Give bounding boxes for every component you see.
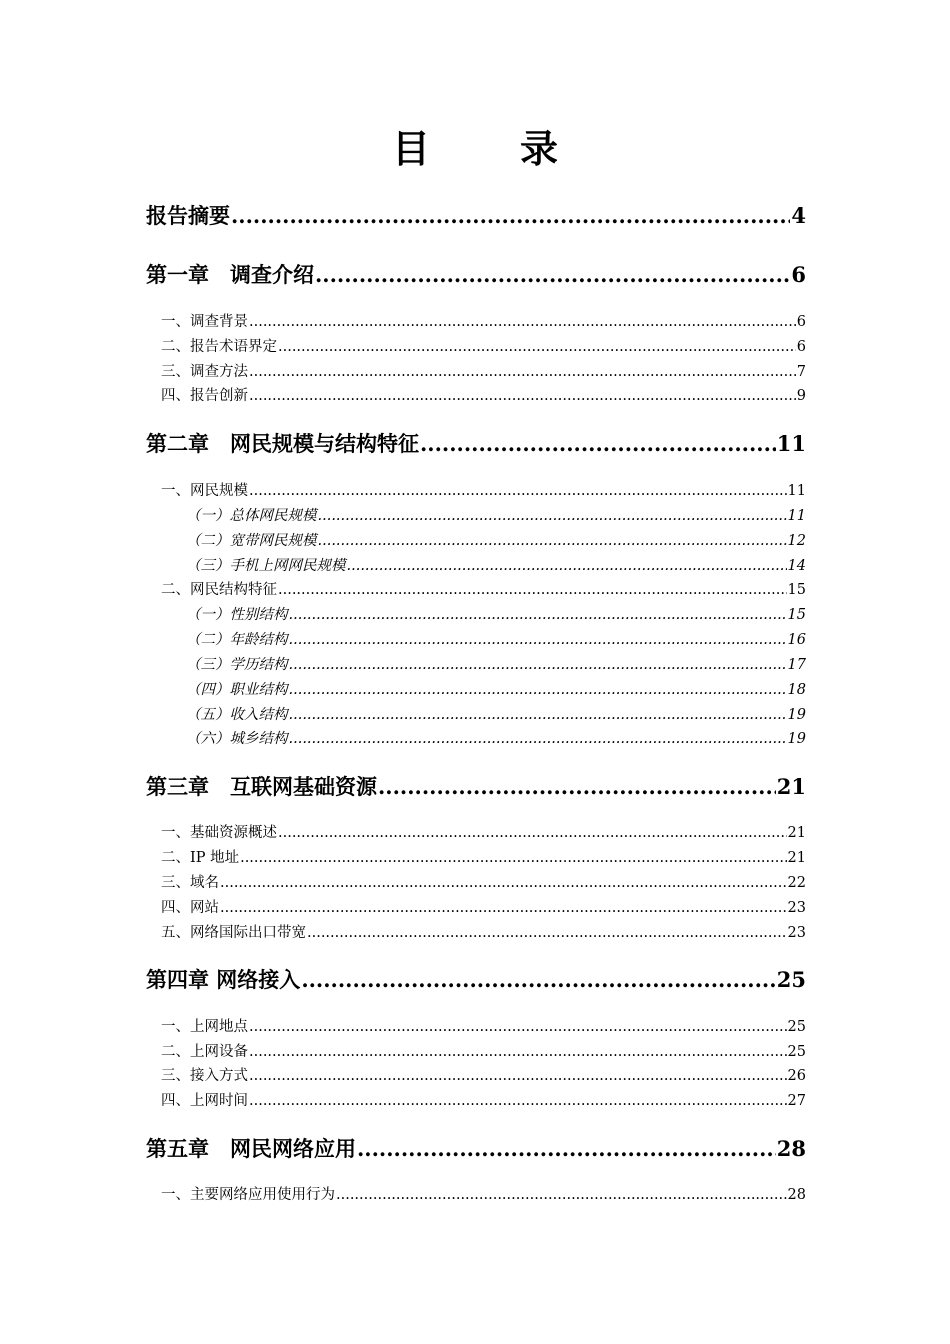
toc-entry-label: （三）学历结构 xyxy=(186,657,288,673)
toc-chapter-entry[interactable] xyxy=(146,200,806,230)
toc-section-entry[interactable] xyxy=(146,1089,806,1110)
toc-leader-dots xyxy=(249,1019,787,1035)
toc-page-number: 11 xyxy=(776,431,806,456)
toc-leader-dots xyxy=(307,925,787,941)
toc-leader-dots xyxy=(347,558,787,574)
toc-section-entry[interactable] xyxy=(146,1015,806,1036)
toc-leader-dots xyxy=(336,1187,787,1203)
toc-leader-dots xyxy=(318,508,787,524)
toc-leader-dots xyxy=(278,825,787,841)
toc-entry-label: 三、接入方式 xyxy=(161,1068,248,1084)
toc-subsection-entry[interactable] xyxy=(146,678,806,699)
toc-entry-label: 四、报告创新 xyxy=(161,388,248,404)
toc-leader-dots xyxy=(289,731,787,747)
toc-leader-dots xyxy=(289,632,787,648)
toc-page-number: 6 xyxy=(796,314,806,330)
toc-entry-label: 一、主要网络应用使用行为 xyxy=(161,1187,335,1203)
toc-leader-dots xyxy=(249,314,796,330)
toc-page-number: 19 xyxy=(787,707,806,723)
toc-entry-label: 四、上网时间 xyxy=(161,1093,248,1109)
toc-leader-dots xyxy=(357,1136,776,1161)
toc-leader-dots xyxy=(220,875,787,891)
toc-page-number: 7 xyxy=(796,364,806,380)
toc-page-number: 25 xyxy=(787,1019,806,1035)
toc-page-number: 17 xyxy=(787,657,806,673)
toc-entry-label: 二、上网设备 xyxy=(161,1044,248,1060)
toc-page-number: 11 xyxy=(787,483,806,499)
toc-section-entry[interactable] xyxy=(146,871,806,892)
toc-section-entry[interactable] xyxy=(146,1183,806,1204)
toc-leader-dots xyxy=(289,607,787,623)
toc-entry-label: （一）性别结构 xyxy=(186,607,288,623)
toc-leader-dots xyxy=(301,967,775,992)
toc-section-entry[interactable] xyxy=(146,384,806,405)
toc-entry-label: 第五章 网民网络应用 xyxy=(146,1136,356,1161)
toc-entry-label: 第三章 互联网基础资源 xyxy=(146,774,377,799)
toc-entry-label: （六）城乡结构 xyxy=(186,731,288,747)
toc-entry-label: 二、报告术语界定 xyxy=(161,339,277,355)
toc-page-number: 21 xyxy=(787,825,806,841)
toc-entry-label: 一、网民规模 xyxy=(161,483,248,499)
toc-subsection-entry[interactable] xyxy=(146,628,806,649)
toc-leader-dots xyxy=(220,900,787,916)
toc-page-number: 15 xyxy=(787,582,806,598)
toc-entry-label: （一）总体网民规模 xyxy=(186,508,317,524)
toc-subsection-entry[interactable] xyxy=(146,703,806,724)
toc-section-entry[interactable] xyxy=(146,821,806,842)
toc-entry-label: 四、网站 xyxy=(161,900,219,916)
toc-page-number: 19 xyxy=(787,731,806,747)
toc-subsection-entry[interactable] xyxy=(146,504,806,525)
toc-leader-dots xyxy=(289,682,787,698)
toc-page-number: 16 xyxy=(787,632,806,648)
toc-entry-label: 三、域名 xyxy=(161,875,219,891)
toc-entry-label: 第二章 网民规模与结构特征 xyxy=(146,431,419,456)
toc-page-number: 11 xyxy=(787,508,806,524)
toc-page-number: 15 xyxy=(787,607,806,623)
toc-page-number: 6 xyxy=(791,262,806,287)
toc-leader-dots xyxy=(231,203,790,228)
toc-page-number: 21 xyxy=(787,850,806,866)
toc-entry-label: 一、基础资源概述 xyxy=(161,825,277,841)
toc-page-number: 6 xyxy=(796,339,806,355)
toc-section-entry[interactable] xyxy=(146,360,806,381)
toc-leader-dots xyxy=(378,774,776,799)
toc-page-number: 28 xyxy=(787,1187,806,1203)
toc-page-number: 28 xyxy=(776,1136,806,1161)
toc-leader-dots xyxy=(249,1093,787,1109)
toc-entry-label: 第一章 调查介绍 xyxy=(146,262,314,287)
toc-entry-label: （二）年龄结构 xyxy=(186,632,288,648)
toc-subsection-entry[interactable] xyxy=(146,554,806,575)
toc-entry-label: 二、IP 地址 xyxy=(161,850,240,866)
toc-page-number: 4 xyxy=(791,203,806,228)
toc-page-number: 21 xyxy=(776,774,806,799)
toc-section-entry[interactable] xyxy=(146,896,806,917)
toc-leader-dots xyxy=(289,657,787,673)
toc-entry-label: 二、网民结构特征 xyxy=(161,582,277,598)
toc-page-number: 26 xyxy=(787,1068,806,1084)
toc-leader-dots xyxy=(278,339,796,355)
toc-leader-dots xyxy=(240,850,786,866)
toc-page-number: 25 xyxy=(776,967,806,992)
toc-leader-dots xyxy=(315,262,790,287)
toc-page-number: 14 xyxy=(787,558,806,574)
toc-entry-label: 五、网络国际出口带宽 xyxy=(161,925,306,941)
toc-leader-dots xyxy=(278,582,787,598)
toc-section-entry[interactable] xyxy=(146,1064,806,1085)
toc-entry-label: 一、上网地点 xyxy=(161,1019,248,1035)
toc-page-number: 22 xyxy=(787,875,806,891)
toc-chapter-entry[interactable] xyxy=(146,771,806,801)
toc-leader-dots xyxy=(289,707,787,723)
toc-page-number: 23 xyxy=(787,900,806,916)
toc-entry-label: 报告摘要 xyxy=(146,203,230,228)
toc-section-entry[interactable] xyxy=(146,310,806,331)
toc-leader-dots xyxy=(318,533,787,549)
toc-entry-label: （四）职业结构 xyxy=(186,682,288,698)
toc-chapter-entry[interactable] xyxy=(146,259,806,289)
toc-page-number: 27 xyxy=(787,1093,806,1109)
toc-entry-label: 一、调查背景 xyxy=(161,314,248,330)
toc-subsection-entry[interactable] xyxy=(146,653,806,674)
toc-subsection-entry[interactable] xyxy=(146,727,806,748)
toc-page-number: 18 xyxy=(787,682,806,698)
toc-entry-label: （二）宽带网民规模 xyxy=(186,533,317,549)
toc-entry-label: （五）收入结构 xyxy=(186,707,288,723)
toc-subsection-entry[interactable] xyxy=(146,603,806,624)
toc-chapter-entry[interactable] xyxy=(146,1133,806,1163)
toc-section-entry[interactable] xyxy=(146,921,806,942)
toc-page-number: 23 xyxy=(787,925,806,941)
toc-section-entry[interactable] xyxy=(146,578,806,599)
toc-chapter-entry[interactable] xyxy=(146,964,806,994)
toc-leader-dots xyxy=(420,431,776,456)
toc-entry-label: （三）手机上网网民规模 xyxy=(186,558,346,574)
toc-entry-label: 第四章 网络接入 xyxy=(146,967,301,992)
toc-entry-label: 三、调查方法 xyxy=(161,364,248,380)
toc-subsection-entry[interactable] xyxy=(146,529,806,550)
page-title: 目 录 xyxy=(391,126,584,171)
toc-section-entry[interactable] xyxy=(146,479,806,500)
toc-page-number: 25 xyxy=(787,1044,806,1060)
toc-page-number: 9 xyxy=(796,388,806,404)
toc-leader-dots xyxy=(249,483,787,499)
toc-section-entry[interactable] xyxy=(146,1040,806,1061)
toc-page-number: 12 xyxy=(787,533,806,549)
toc-chapter-entry[interactable] xyxy=(146,428,806,458)
toc-leader-dots xyxy=(249,364,796,380)
toc-leader-dots xyxy=(249,388,796,404)
toc-leader-dots xyxy=(249,1044,787,1060)
toc-section-entry[interactable] xyxy=(146,335,806,356)
toc-leader-dots xyxy=(249,1068,787,1084)
toc-section-entry[interactable] xyxy=(146,846,806,867)
